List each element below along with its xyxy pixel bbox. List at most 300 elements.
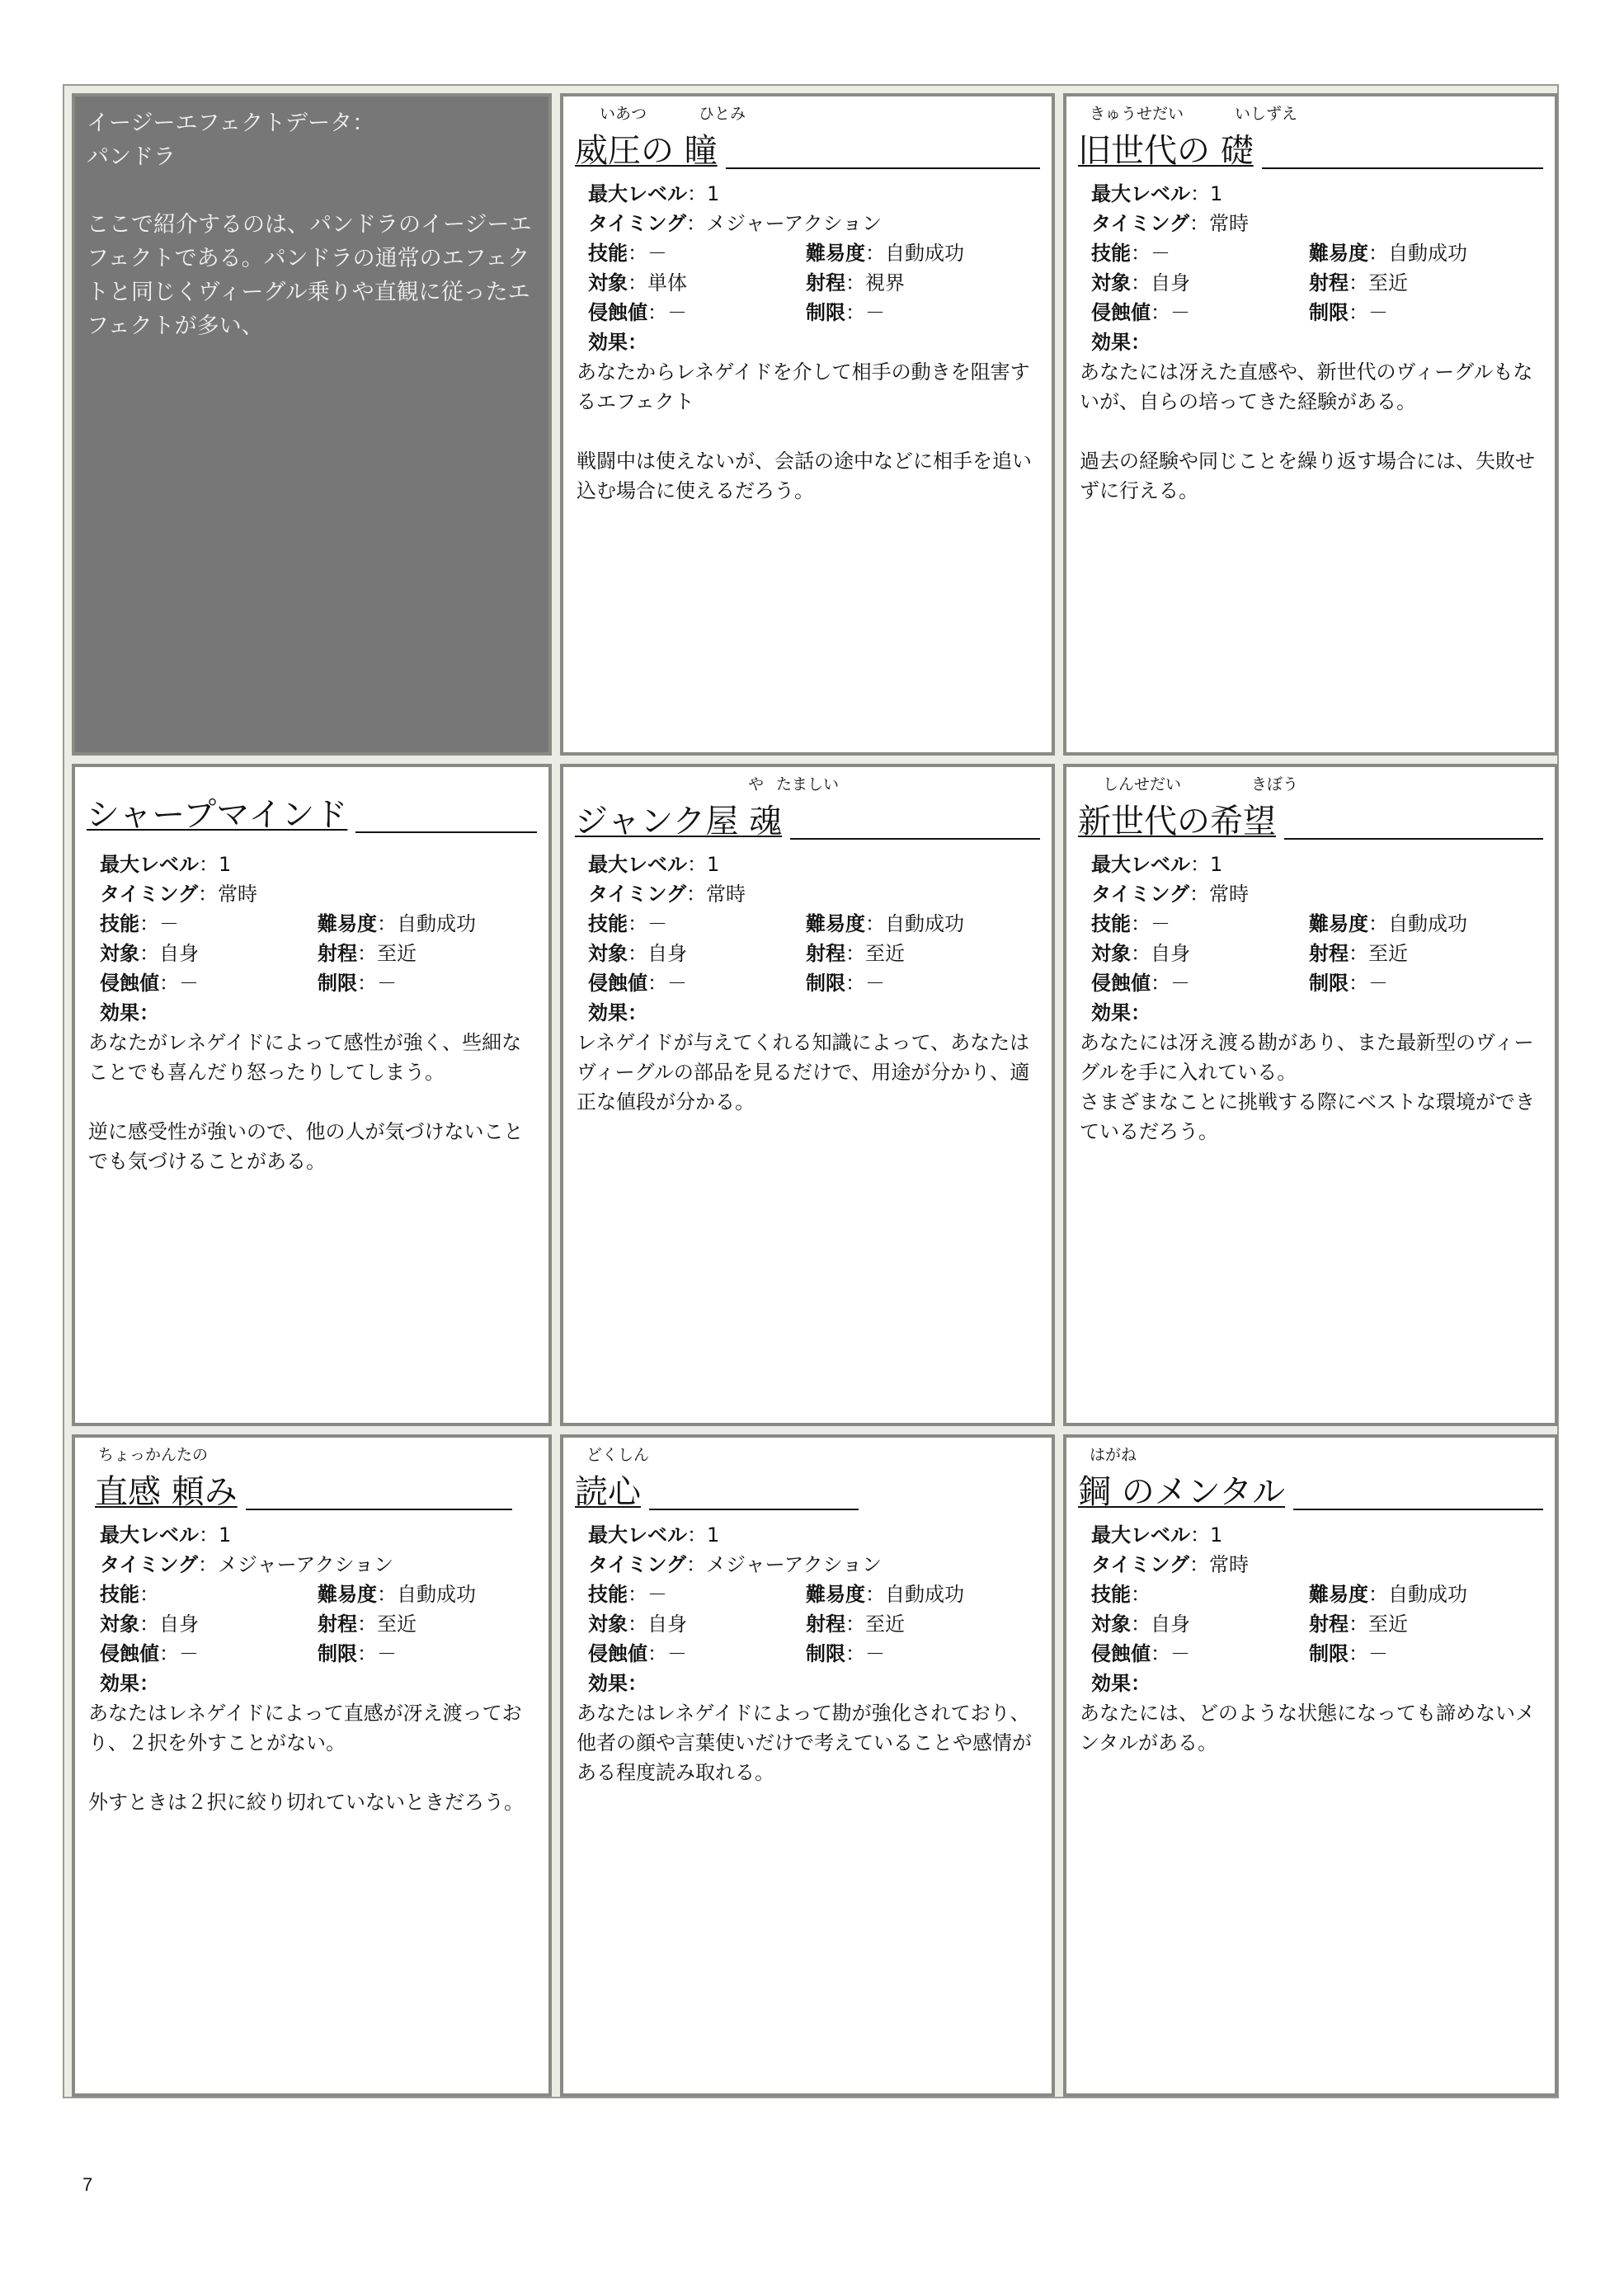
stat-label: 技能	[588, 912, 628, 935]
stat-label: 侵蝕値	[1091, 301, 1151, 324]
stat-value	[806, 909, 964, 939]
stat-value	[588, 179, 719, 209]
stat-label: 射程	[806, 1613, 845, 1636]
stat-value: ：常時	[1189, 1553, 1250, 1576]
effect-card-dokushin	[560, 1434, 1055, 2097]
card-stats	[563, 179, 1052, 357]
effect-paragraph: あなたには冴え渡る勘があり、また最新型のヴィーグルを手に入れている。	[1080, 1031, 1534, 1084]
stat-value	[806, 939, 905, 968]
card-title: シャープマインド	[87, 796, 348, 834]
stat-label: タイミング	[1091, 1553, 1190, 1576]
stat-label: 制限	[1309, 972, 1349, 995]
stat-value: ：	[1131, 1583, 1151, 1606]
stat-label: 侵蝕値	[100, 1642, 159, 1665]
stat-value	[100, 909, 318, 939]
stat-label: 最大レベル	[588, 853, 687, 876]
card-header	[1066, 767, 1555, 850]
effect-card-chokkan-danomi	[72, 1434, 552, 2097]
stat-value: ：単体	[628, 271, 687, 294]
card-title-row	[575, 125, 1040, 172]
stat-label: 制限	[318, 972, 357, 995]
stat-value: ：－	[647, 301, 687, 324]
stat-value: ：常時	[686, 883, 746, 906]
stat-value	[806, 1609, 905, 1639]
stat-value: ：1	[1190, 1523, 1223, 1547]
stat-value	[588, 238, 806, 268]
stat-label: タイミング	[588, 212, 687, 235]
effect-paragraph: あなたはレネゲイドによって直感が冴え渡っており、２択を外すことがない。	[88, 1702, 522, 1754]
card-title: 鋼 のメンタル	[1078, 1473, 1286, 1511]
stat-label: タイミング	[1091, 883, 1190, 906]
ruby-text: ちょっかんたの	[98, 1446, 209, 1464]
effect-card-grid	[63, 84, 1559, 2098]
title-underline	[1293, 1509, 1543, 1510]
stat-value: ：－	[1151, 1642, 1190, 1665]
stat-value: ：自身	[1131, 1613, 1190, 1636]
stat-value: ：1	[687, 182, 720, 205]
stat-value	[1091, 850, 1222, 879]
stat-label: 射程	[1309, 1613, 1349, 1636]
stat-value: ：1	[199, 853, 232, 876]
effect-paragraph: あなたがレネゲイドによって感性が強く、些細なことでも喜んだり怒ったりしてしまう。	[88, 1031, 522, 1084]
stat-value: ：自動成功	[377, 1583, 476, 1606]
stat-value	[100, 998, 159, 1028]
card-title-row	[1078, 795, 1543, 843]
card-ruby	[1078, 103, 1543, 125]
stat-value: ：常時	[1189, 212, 1250, 235]
stat-label: 制限	[806, 972, 845, 995]
stat-label: 侵蝕値	[588, 1642, 647, 1665]
stat-value: ：－	[1349, 301, 1388, 324]
stat-value: ：－	[845, 1642, 885, 1665]
card-stats	[75, 1520, 548, 1698]
card-effect-text	[1066, 1698, 1555, 1758]
stat-value: ：至近	[1349, 271, 1408, 294]
stat-value	[588, 327, 647, 357]
stat-label: 対象	[588, 271, 628, 294]
title-underline	[1284, 838, 1543, 840]
stat-value	[1091, 879, 1249, 909]
ruby-text: きゅうせだい	[1090, 105, 1184, 123]
stat-value	[100, 850, 231, 879]
stat-value	[100, 968, 318, 998]
stat-value	[318, 1639, 397, 1669]
stat-value: ：メジャーアクション	[198, 1553, 394, 1576]
stat-value	[1309, 909, 1467, 939]
stat-label: 最大レベル	[1091, 1523, 1190, 1547]
stat-value	[1309, 939, 1408, 968]
effect-paragraph: あなたからレネゲイドを介して相手の動きを阻害するエフェクト	[577, 360, 1030, 413]
stat-value: ：至近	[357, 942, 417, 965]
stat-label: 難易度	[806, 912, 865, 935]
stat-value: ：自動成功	[1368, 1583, 1467, 1606]
stat-value	[100, 939, 318, 968]
stat-value: ：常時	[1189, 883, 1250, 906]
stat-value: ：－	[647, 972, 687, 995]
stat-value	[1091, 1639, 1309, 1669]
stat-value	[588, 1550, 882, 1580]
stat-value: ：－	[159, 1642, 199, 1665]
effect-card-junkya-damashii	[560, 764, 1055, 1426]
ruby-text: きぼう	[1251, 775, 1299, 793]
stat-value	[806, 298, 885, 327]
stat-value	[806, 1580, 964, 1609]
stat-label: 効果	[588, 1672, 628, 1695]
stat-label: 射程	[806, 271, 845, 294]
stat-value: ：メジャーアクション	[686, 212, 883, 235]
stat-label: 侵蝕値	[1091, 1642, 1151, 1665]
stat-label: 制限	[806, 1642, 845, 1665]
stat-value	[318, 968, 397, 998]
stat-label: 難易度	[1309, 1583, 1368, 1606]
card-title: 新世代の希望	[1078, 803, 1276, 840]
ruby-text: や	[748, 775, 765, 793]
intro-title-line1: イージーエフェクトデータ：	[87, 111, 375, 136]
stat-value: ：－	[628, 1583, 667, 1606]
stat-label: 制限	[1309, 1642, 1349, 1665]
intro-body: ここで紹介するのは、パンドラのイージーエフェクトである。パンドラの通常のエフェクトと同じくヴィーグル乗りや直観に従ったエフェクトが多い、	[87, 212, 532, 339]
stat-value	[100, 1609, 318, 1639]
effect-paragraph: あなたはレネゲイドによって勘が強化されており、他者の顔や言葉使いだけで考えていることや感情がある程度読み取れる。	[577, 1702, 1032, 1784]
stat-value	[588, 209, 882, 238]
stat-value	[588, 1639, 806, 1669]
stat-label: 射程	[318, 1613, 357, 1636]
stat-label: 効果	[588, 331, 628, 354]
stat-value: ：－	[1131, 912, 1170, 935]
stat-label: 対象	[1091, 942, 1131, 965]
stat-value	[318, 939, 417, 968]
stat-value	[588, 1669, 647, 1698]
card-title-row	[87, 1466, 537, 1514]
card-header	[563, 97, 1052, 179]
stat-label: 侵蝕値	[1091, 972, 1151, 995]
stat-label: 難易度	[318, 912, 377, 935]
stat-value	[1309, 968, 1388, 998]
stat-label: 対象	[1091, 1613, 1131, 1636]
ruby-text: ひとみ	[699, 105, 746, 123]
stat-value: ：－	[357, 1642, 397, 1665]
stat-value	[318, 1580, 476, 1609]
stat-label: 最大レベル	[588, 1523, 687, 1547]
card-stats	[1066, 850, 1555, 1028]
stat-value	[588, 909, 806, 939]
stat-value	[100, 1520, 231, 1550]
card-header	[75, 767, 548, 850]
stat-value	[1309, 1639, 1388, 1669]
stat-label: 制限	[1309, 301, 1349, 324]
stat-value: ：自身	[1131, 271, 1190, 294]
stat-value	[806, 238, 964, 268]
stat-label: 効果	[588, 1001, 628, 1024]
stat-value: ：1	[199, 1523, 232, 1547]
stat-label: ：	[1131, 1672, 1151, 1695]
card-header	[1066, 1438, 1555, 1520]
stat-value	[1309, 268, 1408, 298]
stat-label: タイミング	[100, 883, 199, 906]
stat-value: ：－	[159, 972, 199, 995]
stat-value: ：－	[1151, 972, 1190, 995]
stat-label: 技能	[100, 1583, 139, 1606]
stat-label: 難易度	[806, 1583, 865, 1606]
stat-value	[1309, 238, 1467, 268]
stat-value: ：至近	[845, 942, 905, 965]
stat-value: ：－	[647, 1642, 687, 1665]
stat-label: 最大レベル	[100, 1523, 199, 1547]
stat-value	[1091, 238, 1309, 268]
card-ruby	[575, 103, 1040, 125]
card-ruby	[1078, 1444, 1543, 1466]
effect-paragraph: あなたには冴えた直感や、新世代のヴィーグルもないが、自らの培ってきた経験がある。	[1080, 360, 1533, 413]
stat-value	[588, 268, 806, 298]
card-title-row	[1078, 125, 1543, 172]
title-underline	[790, 838, 1040, 840]
card-stats	[563, 850, 1052, 1028]
card-title-row	[575, 795, 1040, 843]
card-ruby	[87, 1444, 537, 1466]
effect-paragraph: レネゲイドが与えてくれる知識によって、あなたはヴィーグルの部品を見るだけで、用途が分かり、適正な値段が分かる。	[577, 1031, 1030, 1114]
stat-value: ：自身	[139, 942, 199, 965]
page-number: 7	[82, 2174, 93, 2195]
stat-value: ：至近	[1349, 1613, 1408, 1636]
effect-card-kyusedai-no-ishizue	[1063, 93, 1558, 756]
stat-value	[1091, 1550, 1249, 1580]
stat-value: ：自身	[628, 1613, 687, 1636]
stat-value	[1091, 327, 1151, 357]
stat-value	[588, 939, 806, 968]
ruby-text: はがね	[1090, 1446, 1137, 1464]
stat-label: 制限	[806, 301, 845, 324]
stat-value	[1091, 1520, 1222, 1550]
stat-label: 射程	[1309, 942, 1349, 965]
stat-value	[588, 998, 647, 1028]
stat-label: 対象	[100, 1613, 139, 1636]
card-effect-text	[563, 1698, 1052, 1787]
stat-value	[100, 1580, 318, 1609]
title-underline	[649, 1509, 859, 1510]
card-title-row	[575, 1466, 1040, 1514]
stat-label: ：	[628, 1672, 647, 1695]
stat-label: 効果	[1091, 1672, 1131, 1695]
card-effect-text	[563, 357, 1052, 506]
stat-label: 難易度	[1309, 242, 1368, 265]
stat-value: ：－	[628, 912, 667, 935]
stat-value	[588, 1520, 719, 1550]
card-title: 旧世代の 礎	[1078, 132, 1254, 170]
stat-value	[588, 298, 806, 327]
stat-value: ：	[139, 1583, 159, 1606]
stat-label: 技能	[588, 242, 628, 265]
stat-value: ：メジャーアクション	[686, 1553, 883, 1576]
stat-label: 技能	[1091, 242, 1131, 265]
stat-value: ：1	[687, 853, 720, 876]
intro-card	[72, 93, 552, 756]
stat-value	[318, 1609, 417, 1639]
card-effect-text	[563, 1028, 1052, 1117]
stat-value: ：至近	[357, 1613, 417, 1636]
ruby-text: いしずえ	[1235, 105, 1298, 123]
stat-value	[806, 268, 905, 298]
stat-value	[1091, 298, 1309, 327]
effect-card-sharp-mind	[72, 764, 552, 1426]
stat-label: 効果	[1091, 331, 1131, 354]
effect-paragraph: あなたには、どのような状態になっても諦めないメンタルがある。	[1080, 1702, 1535, 1754]
stat-label: ：	[1131, 331, 1151, 354]
stat-label: 効果	[1091, 1001, 1131, 1024]
stat-value	[806, 1639, 885, 1669]
card-stats	[1066, 179, 1555, 357]
stat-label: 難易度	[1309, 912, 1368, 935]
ruby-text: どくしん	[586, 1446, 650, 1464]
stat-label: 射程	[318, 942, 357, 965]
stat-label: 制限	[318, 1642, 357, 1665]
stat-value: ：至近	[1349, 942, 1408, 965]
card-title: 威圧の 瞳	[575, 132, 718, 170]
card-title: ジャンク屋 魂	[575, 803, 783, 840]
stat-value	[318, 909, 476, 939]
card-effect-text	[75, 1698, 548, 1817]
stat-label: 効果	[100, 1672, 139, 1695]
ruby-text: たましい	[776, 775, 840, 793]
stat-value	[1309, 1609, 1408, 1639]
stat-value	[588, 1580, 806, 1609]
stat-value	[588, 968, 806, 998]
effect-card-hagane-no-mental	[1063, 1434, 1558, 2097]
stat-label: 技能	[1091, 1583, 1131, 1606]
stat-label: 効果	[100, 1001, 139, 1024]
stat-value: ：自動成功	[865, 1583, 964, 1606]
effect-paragraph: さまざまなことに挑戦する際にベストな環境ができているだろう。	[1080, 1090, 1535, 1143]
stat-label: 対象	[100, 942, 139, 965]
stat-value	[1091, 1580, 1309, 1609]
stat-value: ：自動成功	[865, 242, 964, 265]
stat-value	[1091, 268, 1309, 298]
card-title-row	[87, 789, 537, 836]
intro-title	[87, 106, 537, 174]
stat-value: ：常時	[198, 883, 258, 906]
stat-label: 侵蝕値	[100, 972, 159, 995]
stat-value	[1091, 1669, 1151, 1698]
effect-card-shinsedai-no-kibou	[1063, 764, 1558, 1426]
stat-value	[1091, 939, 1309, 968]
stat-value	[100, 1550, 393, 1580]
card-title: 読心	[575, 1473, 641, 1511]
stat-value: ：自動成功	[865, 912, 964, 935]
stat-label: 射程	[806, 942, 845, 965]
stat-value	[1091, 179, 1222, 209]
stat-label: タイミング	[100, 1553, 199, 1576]
stat-value	[100, 1639, 318, 1669]
card-title: 直感 頼み	[95, 1473, 238, 1511]
stat-label: 射程	[1309, 271, 1349, 294]
stat-label: 侵蝕値	[588, 972, 647, 995]
stat-label: 難易度	[806, 242, 865, 265]
stat-value	[100, 879, 257, 909]
stat-label: ：	[139, 1001, 159, 1024]
stat-label: 技能	[588, 1583, 628, 1606]
stat-value: ：自動成功	[377, 912, 476, 935]
card-effect-text	[1066, 1028, 1555, 1146]
stat-value: ：自動成功	[1368, 242, 1467, 265]
stat-value: ：－	[1131, 242, 1170, 265]
card-header	[563, 767, 1052, 850]
stat-label: ：	[628, 1001, 647, 1024]
card-header	[75, 1438, 548, 1520]
title-underline	[246, 1509, 512, 1510]
stat-value	[588, 1609, 806, 1639]
stat-label: 技能	[1091, 912, 1131, 935]
stat-value: ：－	[1349, 1642, 1388, 1665]
ruby-text: しんせだい	[1103, 775, 1182, 793]
stat-value	[1309, 1580, 1467, 1609]
stat-label: 技能	[100, 912, 139, 935]
card-effect-text	[1066, 357, 1555, 506]
stat-value: ：－	[357, 972, 397, 995]
card-stats	[75, 850, 548, 1028]
effect-paragraph: 過去の経験や同じことを繰り返す場合には、失敗せずに行える。	[1080, 450, 1535, 502]
stat-label: タイミング	[1091, 212, 1190, 235]
stat-label: タイミング	[588, 1553, 687, 1576]
stat-value	[588, 879, 746, 909]
stat-label: ：	[139, 1672, 159, 1695]
effect-card-iatsu-no-hitomi	[560, 93, 1055, 756]
card-effect-text	[75, 1028, 548, 1176]
stat-value: ：－	[845, 972, 885, 995]
stat-label: ：	[1131, 1001, 1151, 1024]
stat-value: ：自身	[628, 942, 687, 965]
stat-label: 対象	[588, 942, 628, 965]
stat-value: ：－	[1151, 301, 1190, 324]
stat-value	[1091, 909, 1309, 939]
effect-paragraph: 戦闘中は使えないが、会話の途中などに相手を追い込む場合に使えるだろう。	[577, 450, 1032, 502]
stat-value: ：－	[1349, 972, 1388, 995]
title-underline	[726, 167, 1040, 169]
stat-value: ：自身	[139, 1613, 199, 1636]
stat-label: 対象	[1091, 271, 1131, 294]
card-header	[1066, 97, 1555, 179]
card-header	[563, 1438, 1052, 1520]
stat-value: ：自身	[1131, 942, 1190, 965]
stat-value: ：1	[687, 1523, 720, 1547]
stat-value: ：1	[1190, 853, 1223, 876]
stat-value: ：－	[139, 912, 179, 935]
stat-value	[1091, 209, 1249, 238]
stat-value: ：至近	[845, 1613, 905, 1636]
title-underline	[1262, 167, 1543, 169]
stat-value	[588, 850, 719, 879]
stat-label: 侵蝕値	[588, 301, 647, 324]
stat-label: 最大レベル	[588, 182, 687, 205]
card-stats	[563, 1520, 1052, 1698]
effect-paragraph: 逆に感受性が強いので、他の人が気づけないことでも気づけることがある。	[88, 1120, 524, 1173]
stat-label: 最大レベル	[100, 853, 199, 876]
stat-value	[100, 1669, 159, 1698]
ruby-text: いあつ	[600, 105, 647, 123]
stat-label: 対象	[588, 1613, 628, 1636]
stat-label: ：	[628, 331, 647, 354]
stat-label: 最大レベル	[1091, 853, 1190, 876]
title-underline	[355, 831, 537, 833]
stat-value: ：自動成功	[1368, 912, 1467, 935]
stat-value	[1091, 968, 1309, 998]
stat-value: ：－	[628, 242, 667, 265]
stat-value	[1091, 1609, 1309, 1639]
intro-title-line2: パンドラ	[87, 144, 176, 170]
stat-value	[806, 968, 885, 998]
stat-value: ：－	[845, 301, 885, 324]
effect-paragraph: 外すときは２択に絞り切れていないときだろう。	[88, 1791, 524, 1814]
stat-value	[1091, 998, 1151, 1028]
card-title-row	[1078, 1466, 1543, 1514]
